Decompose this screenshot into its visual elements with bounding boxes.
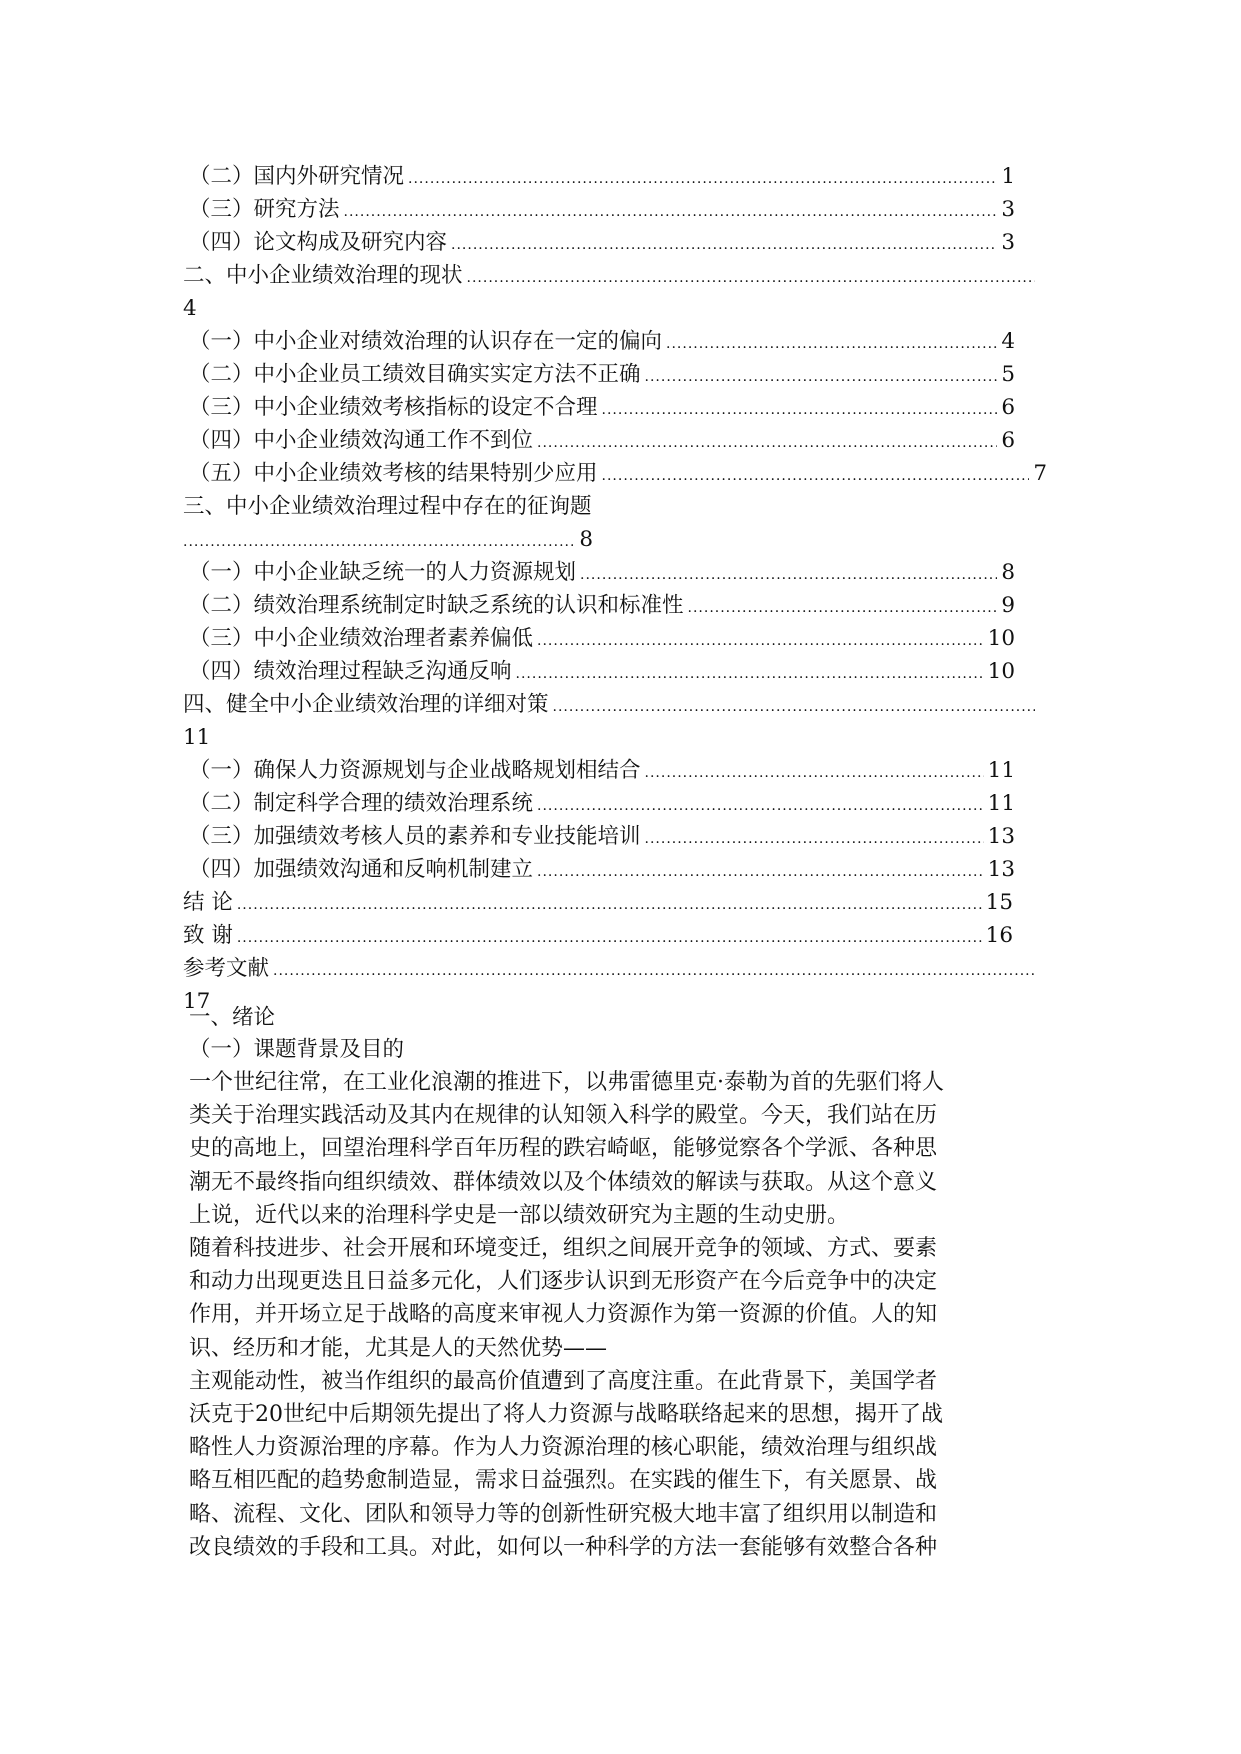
toc-leader-dots (602, 460, 1030, 493)
toc-entry (189, 424, 1015, 457)
toc-page-number: 6 (1001, 395, 1015, 420)
toc-leader-dots (602, 394, 998, 427)
toc-page-number: 9 (1001, 593, 1015, 618)
text-line: 史的高地上，回望治理科学百年历程的跌宕崎岖，能够觉察各个学派、各种思 (189, 1136, 938, 1162)
toc-page-number: 11 (987, 791, 1015, 816)
toc-leader-dots (537, 856, 984, 889)
toc-leader-dots (344, 196, 998, 229)
text-line: 类关于治理实践活动及其内在规律的认知领入科学的殿堂。今天，我们站在历 (189, 1103, 938, 1129)
toc-leader-dots (408, 163, 997, 196)
toc-page-number: 17 (183, 989, 211, 1014)
toc-leader-dots (273, 955, 1035, 988)
toc-page-number: 5 (1001, 362, 1015, 387)
toc-title: （三）中小企业绩效治理者素养偏低 (189, 626, 534, 651)
toc-page-number: 13 (987, 857, 1015, 882)
text-line: 潮无不最终指向组织绩效、群体绩效以及个体绩效的解读与获取。从这个意义 (189, 1169, 938, 1195)
toc-page-wrap (183, 292, 1039, 325)
toc-leader-dots (537, 427, 997, 460)
toc-page-number: 4 (183, 296, 197, 321)
toc-leader-dots (553, 691, 1035, 724)
toc-entry (189, 325, 1015, 358)
toc-entry (189, 820, 1015, 853)
toc-leader-dots (645, 361, 998, 394)
toc-page-number: 10 (987, 626, 1015, 651)
paragraph-1 (189, 1066, 1049, 1232)
paragraph-2 (189, 1232, 1049, 1564)
toc-page-wrap (183, 721, 1039, 754)
toc-title: 结 论 (183, 890, 233, 915)
toc-title: （四）中小企业绩效沟通工作不到位 (189, 428, 534, 453)
toc-entry (189, 589, 1015, 622)
toc-leader-dots (451, 229, 997, 262)
toc-title: （三）中小企业绩效考核指标的设定不合理 (189, 395, 598, 420)
toc-entry (189, 160, 1015, 193)
toc-title: 三、中小企业绩效治理过程中存在的征询题 (183, 494, 592, 519)
toc-page-number: 15 (985, 890, 1013, 915)
toc-title: 二、中小企业绩效治理的现状 (183, 263, 463, 288)
toc-page-number: 8 (1001, 560, 1015, 585)
text-line: 略、流程、文化、团队和领导力等的创新性研究极大地丰富了组织用以制造和 (189, 1501, 938, 1527)
toc-leader-dots (688, 592, 998, 625)
toc-page-wrap (183, 523, 593, 556)
toc-page-number: 13 (987, 824, 1015, 849)
text-line: 改良绩效的手段和工具。对此，如何以一种科学的方法一套能够有效整合各种 (189, 1534, 938, 1560)
toc-page-number: 3 (1001, 230, 1015, 255)
toc-entry (189, 391, 1015, 424)
toc-title: 四、健全中小企业绩效治理的详细对策 (183, 692, 549, 717)
subsection-heading: （一）课题背景及目的 (189, 1037, 405, 1062)
text-line: 随着科技进步、社会开展和环境变迁，组织之间展开竞争的领域、方式、要素 (189, 1236, 938, 1262)
toc-title: （五）中小企业绩效考核的结果特别少应用 (189, 461, 598, 486)
text-line: 上说，近代以来的治理科学史是一部以绩效研究为主题的生动史册。 (189, 1202, 850, 1228)
toc-entry (183, 886, 1013, 919)
toc-leader-dots (645, 757, 984, 790)
toc-title: （四）加强绩效沟通和反响机制建立 (189, 857, 534, 882)
toc-page-number: 11 (183, 725, 211, 750)
text-line: 和动力出现更迭且日益多元化，人们逐步认识到无形资产在今后竞争中的决定 (189, 1269, 938, 1295)
toc-title: 致 谢 (183, 923, 233, 948)
toc-page-number: 1 (1001, 164, 1015, 189)
toc-entry (189, 754, 1015, 787)
toc-leader-dots (467, 262, 1035, 295)
toc-title: （二）绩效治理系统制定时缺乏系统的认识和标准性 (189, 593, 684, 618)
text-line: 识、经历和才能，尤其是人的天然优势—— (189, 1335, 608, 1361)
toc-leader-dots (666, 328, 997, 361)
table-of-contents (183, 160, 1047, 1018)
toc-entry (189, 622, 1015, 655)
toc-title: 参考文献 (183, 956, 270, 981)
toc-page-number: 11 (987, 758, 1015, 783)
section-heading: 一、绪论 (189, 1005, 276, 1030)
toc-entry (189, 853, 1015, 886)
text-line: 略互相匹配的趋势愈制造显，需求日益强烈。在实践的催生下，有关愿景、战 (189, 1468, 938, 1494)
toc-leader-dots (537, 790, 984, 823)
toc-entry (189, 358, 1015, 391)
toc-page-number: 3 (1001, 197, 1015, 222)
toc-entry (189, 226, 1015, 259)
toc-leader-dots (237, 922, 982, 955)
toc-title: （一）确保人力资源规划与企业战略规划相结合 (189, 758, 641, 783)
toc-title: （一）中小企业对绩效治理的认识存在一定的偏向 (189, 329, 663, 354)
toc-entry (189, 787, 1015, 820)
toc-page-number: 16 (985, 923, 1013, 948)
toc-leader-dots (237, 889, 982, 922)
document-body (189, 1002, 1049, 1564)
toc-leader-dots (537, 625, 984, 658)
toc-entry (189, 457, 1047, 490)
toc-entry (189, 556, 1015, 589)
toc-entry (183, 490, 1039, 523)
toc-entry (183, 952, 1039, 985)
toc-title: （四）论文构成及研究内容 (189, 230, 448, 255)
toc-leader-dots (516, 658, 984, 691)
text-line: 作用，并开场立足于战略的高度来审视人力资源作为第一资源的价值。人的知 (189, 1302, 938, 1328)
toc-entry (183, 688, 1039, 721)
toc-title: （二）国内外研究情况 (189, 164, 405, 189)
toc-page-number: 4 (1001, 329, 1015, 354)
toc-entry (189, 655, 1015, 688)
toc-title: （二）中小企业员工绩效目确实实定方法不正确 (189, 362, 641, 387)
toc-leader-dots (183, 526, 573, 559)
text-line: 沃克于20世纪中后期领先提出了将人力资源与战略联络起来的思想，揭开了战 (189, 1402, 943, 1428)
text-line: 略性人力资源治理的序幕。作为人力资源治理的核心职能，绩效治理与组织战 (189, 1435, 938, 1461)
text-line: 一个世纪往常，在工业化浪潮的推进下，以弗雷德里克·泰勒为首的先驱们将人 (189, 1070, 944, 1095)
toc-title: （二）制定科学合理的绩效治理系统 (189, 791, 534, 816)
toc-title: （一）中小企业缺乏统一的人力资源规划 (189, 560, 577, 585)
toc-page-number: 6 (1001, 428, 1015, 453)
toc-entry (183, 919, 1013, 952)
toc-page-number: 8 (579, 527, 593, 552)
toc-leader-dots (580, 559, 997, 592)
toc-title: （三）研究方法 (189, 197, 340, 222)
toc-title: （三）加强绩效考核人员的素养和专业技能培训 (189, 824, 641, 849)
toc-entry (183, 259, 1039, 292)
toc-page-number: 10 (987, 659, 1015, 684)
text-line: 主观能动性，被当作组织的最高价值遭到了高度注重。在此背景下，美国学者 (189, 1368, 938, 1394)
toc-page-number: 7 (1033, 461, 1047, 486)
toc-entry (189, 193, 1015, 226)
toc-leader-dots (645, 823, 984, 856)
toc-title: （四）绩效治理过程缺乏沟通反响 (189, 659, 512, 684)
